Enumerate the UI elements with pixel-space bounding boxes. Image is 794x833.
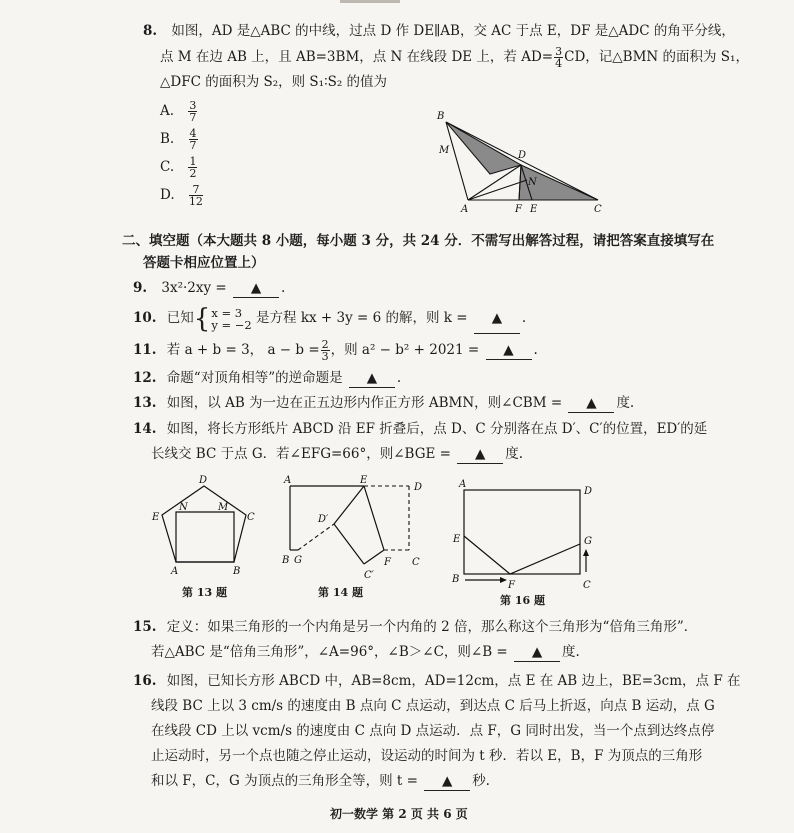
q12: 12. 命题“对顶角相等”的逆命题是 ▲ .	[133, 370, 402, 386]
q8-label-d: D	[518, 150, 527, 161]
svg-text:C: C	[583, 580, 591, 591]
svg-text:D: D	[414, 482, 423, 493]
q9-answer-blank: ▲	[233, 279, 279, 298]
q8-option-d: D. $\frac{7}{12}$	[160, 183, 203, 208]
svg-text:D: D	[584, 486, 593, 497]
svg-text:G: G	[294, 555, 302, 566]
q8-label-m: M	[439, 145, 450, 156]
svg-text:A: A	[459, 479, 467, 490]
svg-text:A: A	[284, 475, 292, 486]
fig16-rectangle	[448, 476, 598, 592]
svg-text:A: A	[171, 566, 179, 576]
q8-number: 8.	[143, 23, 158, 39]
q8-text-2b: CD，记△BMN 的面积为 S₁，	[564, 49, 749, 65]
svg-text:E: E	[360, 475, 368, 486]
q14-line2: 长线交 BC 于点 G．若∠EFG=66°，则∠BGE = ▲ 度.	[151, 446, 524, 462]
section2-heading-1: 二、填空题（本大题共 8 小题，每小题 3 分，共 24 分．不需写出解答过程，请把答案直接填写在	[122, 233, 715, 249]
svg-text:N: N	[179, 502, 188, 513]
svg-text:D′: D′	[318, 514, 329, 525]
q8-text-2a: 点 M 在边 AB 上，且 AB=3BM，点 N 在线段 DE 上，若 AD=	[160, 49, 554, 65]
svg-text:B: B	[452, 574, 460, 585]
q8-text-1: 如图，AD 是△ABC 的中线，过点 D 作 DE∥AB，交 AC 于点 E，DF 是△ADC 的角平分线，	[171, 23, 735, 39]
fig13-caption: 第 13 题	[182, 586, 227, 599]
svg-text:C: C	[247, 512, 255, 523]
svg-text:F: F	[384, 557, 391, 568]
section2-heading-2: 答题卡相应位置上）	[143, 255, 265, 271]
q8-shaded-bmn	[446, 122, 521, 174]
q8-label-f: F	[515, 204, 522, 215]
q8-text-3: △DFC 的面积为 S₂，则 S₁∶S₂ 的值为	[160, 74, 388, 90]
fig14-caption: 第 14 题	[318, 586, 363, 599]
q10-answer-blank: ▲	[474, 303, 520, 334]
q8-option-c: C. $\frac{1}{2}$	[160, 155, 197, 180]
svg-text:B: B	[233, 566, 241, 576]
q16-line4: 止运动时，另一个点也随之停止运动，设运动的时间为 t 秒．若以 E，B，F 为顶点的三角形	[151, 748, 703, 764]
q16-line2: 线段 BC 上以 3 cm/s 的速度由 B 点向 C 点运动，到达点 C 后马上折返，向点 B 运动，点 G	[151, 698, 715, 714]
q13: 13. 如图，以 AB 为一边在正五边形内作正方形 ABMN，则∠CBM = ▲ 度.	[133, 395, 635, 411]
q12-answer-blank: ▲	[349, 369, 395, 388]
q8-option-b: B. $\frac{4}{7}$	[160, 127, 197, 152]
q8-fraction: $\frac{3}{4}$	[555, 45, 563, 70]
svg-text:G: G	[584, 536, 592, 547]
q8-figure	[430, 108, 605, 216]
svg-text:C: C	[412, 557, 420, 568]
fig13-pentagon	[146, 472, 264, 576]
q11-answer-blank: ▲	[486, 341, 532, 360]
q8-label-n: N	[528, 177, 537, 188]
q8-line3	[160, 73, 387, 91]
q8-line1	[143, 22, 735, 40]
page-top-edge	[340, 0, 400, 3]
q8-label-c: C	[594, 204, 602, 215]
q10: 10. 已知{ x = 3 y = −2 是方程 kx + 3y = 6 的解，则 k = ▲ .	[133, 303, 527, 334]
fig14-rectangle-fold	[278, 472, 428, 584]
q14-answer-blank: ▲	[457, 445, 503, 464]
q16-line3: 在线段 CD 上以 vcm/s 的速度由 C 点向 D 点运动．点 F，G 同时出发，当一个点到达终点停	[151, 723, 715, 739]
q16-line5: 和以 F，C，G 为顶点的三角形全等，则 t = ▲ 秒.	[151, 773, 490, 789]
q8-label-b: B	[437, 111, 445, 122]
svg-text:B: B	[282, 555, 290, 566]
svg-text:F: F	[508, 580, 515, 591]
q16-answer-blank: ▲	[424, 772, 470, 791]
fig16-caption: 第 16 题	[500, 594, 545, 607]
svg-text:D: D	[199, 475, 208, 486]
q8-option-a: A. $\frac{3}{7}$	[160, 99, 197, 124]
q9: 9. 3x²·2xy = ▲ .	[133, 280, 286, 296]
q15-answer-blank: ▲	[514, 643, 560, 662]
q14-line1: 14. 如图，将长方形纸片 ABCD 沿 EF 折叠后，点 D、C 分别落在点 D′、C′的位置，ED′的延	[133, 421, 708, 437]
svg-text:E: E	[152, 512, 160, 523]
page-footer: 初一数学 第 2 页 共 6 页	[330, 807, 468, 821]
q8-line2	[160, 46, 749, 69]
svg-text:C′: C′	[364, 570, 374, 581]
q11: 11. 若 a + b = 3， a − b = $\frac{2}{3}$ ，则 a² − b² + 2021 = ▲ .	[133, 338, 538, 363]
q8-label-a: A	[461, 204, 469, 215]
q15-line2: 若△ABC 是“倍角三角形”，∠A=96°，∠B＞∠C，则∠B = ▲ 度.	[151, 644, 580, 660]
q8-label-e: E	[530, 204, 538, 215]
svg-text:E: E	[453, 534, 461, 545]
svg-text:M: M	[218, 502, 229, 513]
q13-answer-blank: ▲	[568, 394, 614, 413]
q15-line1: 15. 定义：如果三角形的一个内角是另一个内角的 2 倍，那么称这个三角形为“倍角三角形”．	[133, 619, 698, 635]
q16-line1: 16. 如图，已知长方形 ABCD 中，AB=8cm，AD=12cm，点 E 在 AB 边上，BE=3cm，点 F 在	[133, 673, 741, 689]
